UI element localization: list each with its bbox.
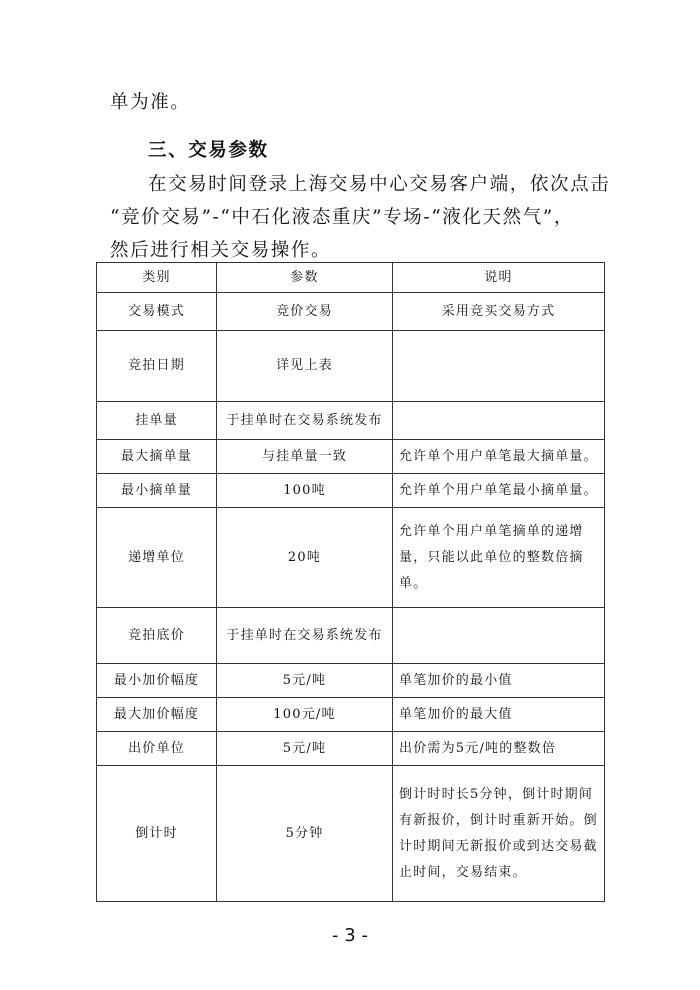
row-description: 单笔加价的最大值: [393, 698, 605, 732]
row-parameter: 详见上表: [217, 331, 393, 402]
table-row: [97, 664, 605, 698]
paragraph-line-1: 在交易时间登录上海交易中心交易客户端，依次点击: [148, 174, 611, 195]
row-description: 允许单个用户单笔最大摘单量。: [393, 440, 605, 474]
header-category: 类别: [97, 263, 217, 293]
row-category: 最大加价幅度: [97, 698, 217, 732]
paragraph-line-2: “竞价交易”-“中石化液态重庆”专场-“液化天然气”，: [110, 207, 574, 228]
row-description: 允许单个用户单笔摘单的递增量，只能以此单位的整数倍摘单。: [393, 508, 605, 608]
row-description: 单笔加价的最小值: [393, 664, 605, 698]
row-parameter: 5元/吨: [217, 732, 393, 766]
trading-parameters-table: [96, 262, 605, 902]
row-parameter: 5元/吨: [217, 664, 393, 698]
row-parameter: 5分钟: [217, 766, 393, 902]
row-category: 挂单量: [97, 402, 217, 440]
page-number: - 3 -: [332, 925, 368, 946]
table-row: [97, 331, 605, 402]
paragraph-line-3: 然后进行相关交易操作。: [110, 240, 332, 261]
table-row: [97, 766, 605, 902]
row-parameter: 与挂单量一致: [217, 440, 393, 474]
table-row: [97, 732, 605, 766]
row-category: 竞拍底价: [97, 608, 217, 664]
row-description: 出价需为5元/吨的整数倍: [393, 732, 605, 766]
row-category: 最大摘单量: [97, 440, 217, 474]
header-description: 说明: [393, 263, 605, 293]
row-parameter: 100吨: [217, 474, 393, 508]
intro-tail-text: 单为准。: [110, 92, 191, 113]
row-category: 递增单位: [97, 508, 217, 608]
table-row: [97, 440, 605, 474]
row-parameter: 于挂单时在交易系统发布: [217, 402, 393, 440]
table-row: [97, 293, 605, 331]
row-description: [393, 608, 605, 664]
row-description: 采用竞买交易方式: [393, 293, 605, 331]
row-description: 允许单个用户单笔最小摘单量。: [393, 474, 605, 508]
row-category: 交易模式: [97, 293, 217, 331]
row-description: [393, 331, 605, 402]
header-parameter: 参数: [217, 263, 393, 293]
row-parameter: 100元/吨: [217, 698, 393, 732]
table-row: [97, 474, 605, 508]
table-row: [97, 698, 605, 732]
row-category: 竞拍日期: [97, 331, 217, 402]
row-parameter: 于挂单时在交易系统发布: [217, 608, 393, 664]
row-category: 出价单位: [97, 732, 217, 766]
row-parameter: 竞价交易: [217, 293, 393, 331]
row-category: 倒计时: [97, 766, 217, 902]
row-parameter: 20吨: [217, 508, 393, 608]
row-description: 倒计时时长5分钟，倒计时期间有新报价，倒计时重新开始。倒计时期间无新报价或到达交易截止时间，交易结束。: [393, 766, 605, 902]
row-category: 最小加价幅度: [97, 664, 217, 698]
table-row: [97, 608, 605, 664]
table-row: [97, 402, 605, 440]
row-category: 最小摘单量: [97, 474, 217, 508]
section-heading: 三、交易参数: [148, 140, 269, 161]
row-description: [393, 402, 605, 440]
table-row: [97, 508, 605, 608]
table-header-row: [97, 263, 605, 293]
